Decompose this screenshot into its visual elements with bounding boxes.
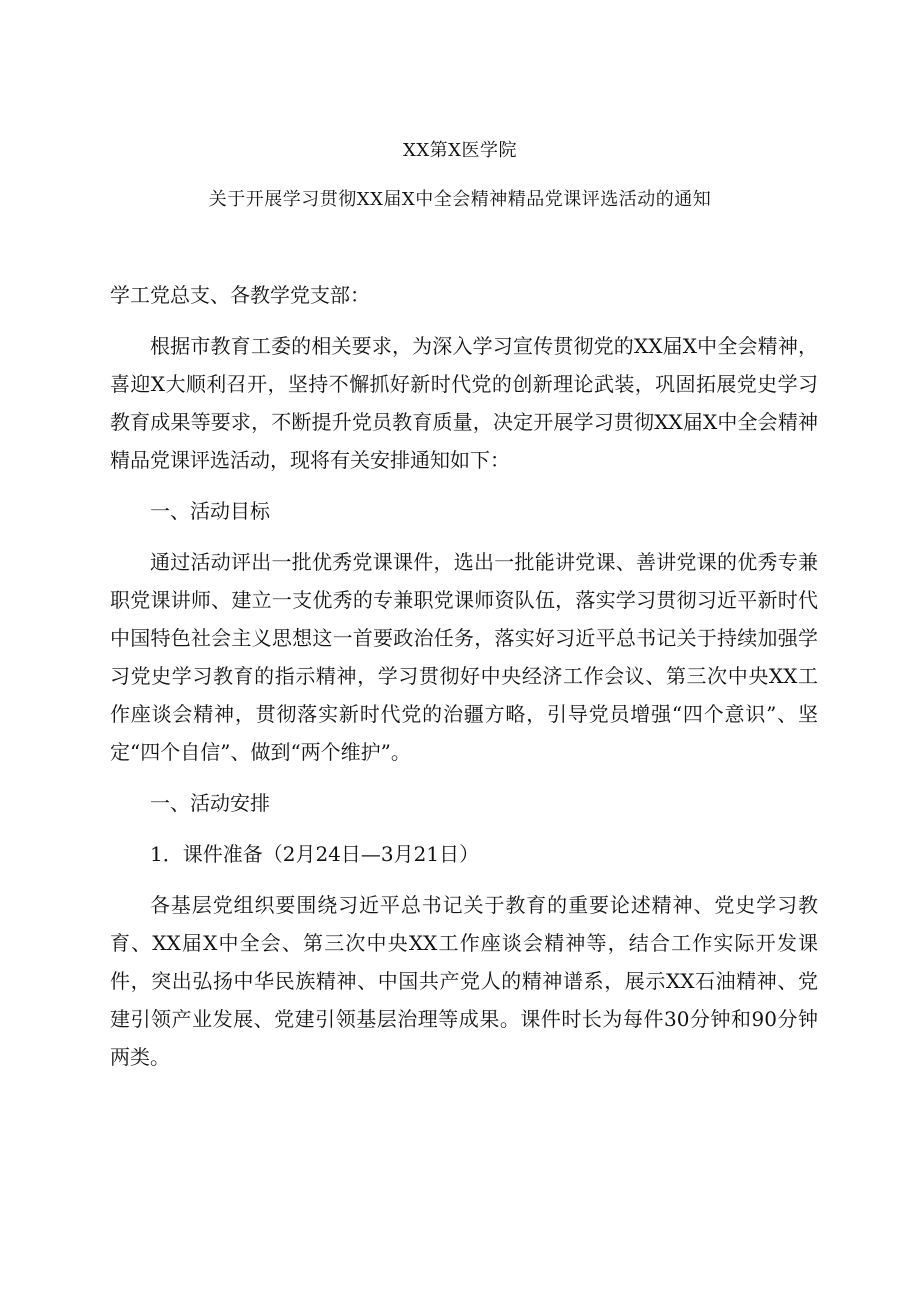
document-body — [110, 276, 818, 1089]
salutation: 学工党总支、各教学党支部： — [110, 283, 370, 307]
paragraph-courseware: 各基层党组织要围绕习近平总书记关于教育的重要论述精神、党史学习教育、XX届X中全会、第三次中央XX工作座谈会精神等，结合工作实际开发课件，突出弘扬中华民族精神、中国共产党人的精神谱系，展示XX石油精神、党建引领产业发展、党建引领基层治理等成果。课件时长为每件30分钟和90分钟两类。 — [110, 893, 818, 1069]
paragraph-intro: 根据市教育工委的相关要求，为深入学习宣传贯彻党的XX届X中全会精神，喜迎X大顺利召开，坚持不懈抓好新时代党的创新理论武装，巩固拓展党史学习教育成果等要求，不断提升党员教育质量，决定开展学习贯彻XX届X中全会精神精品党课评选活动，现将有关安排通知如下： — [110, 334, 818, 472]
section-heading-goals: 一、活动目标 — [150, 499, 270, 523]
paragraph-goals: 通过活动评出一批优秀党课课件，选出一批能讲党课、善讲党课的优秀专兼职党课讲师、建立一支优秀的专兼职党课师资队伍，落实学习贯彻习近平新时代中国特色社会主义思想这一首要政治任务，落实好习近平总书记关于持续加强学习党史学习教育的指示精神，学习贯彻好中央经济工作会议、第三次中央XX工作座谈会精神，贯彻落实新时代党的治疆方略，引导党员增强“四个意识”、坚定“四个自信”、做到“两个维护”。 — [110, 550, 818, 764]
notice-title: 关于开展学习贯彻XX届X中全会精神精品党课评选活动的通知 — [208, 189, 712, 210]
section-heading-arrangement: 一、活动安排 — [150, 791, 270, 815]
subheading-courseware-prep: 1．课件准备（2月24日—3月21日） — [150, 842, 480, 866]
org-title: XX第X医学院 — [403, 140, 517, 161]
